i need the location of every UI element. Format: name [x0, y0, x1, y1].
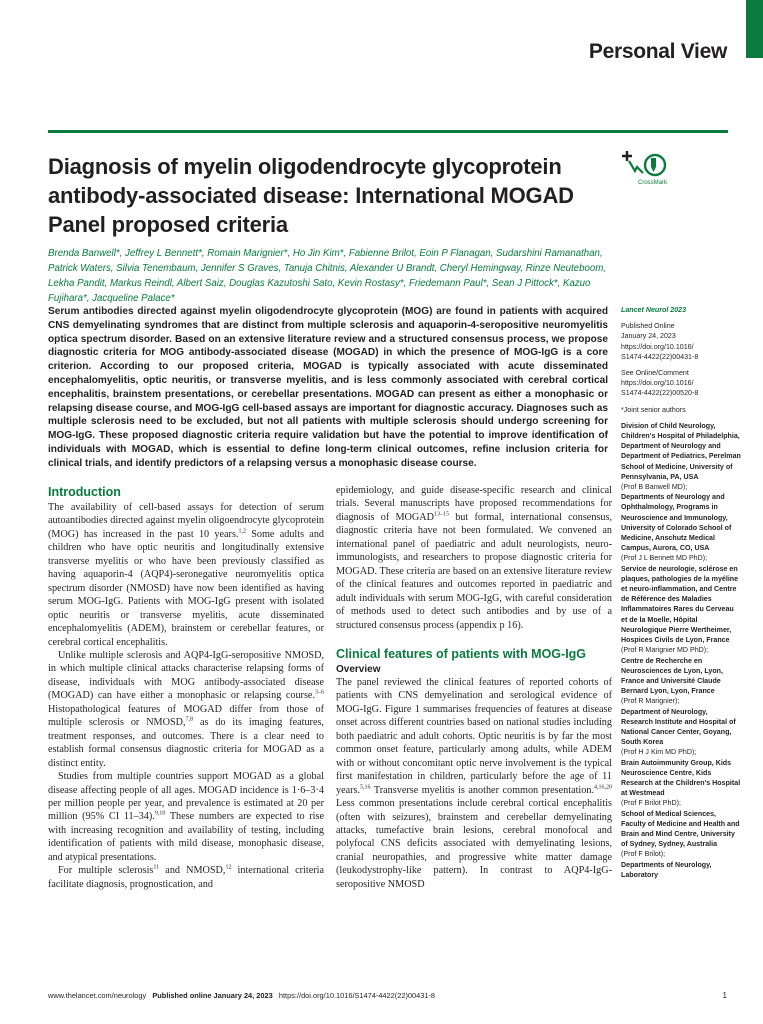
published-online-label: Published Online — [621, 322, 675, 331]
journal-website-link[interactable]: www.thelancet.com/neurology — [48, 991, 147, 1000]
abstract: Serum antibodies directed against myelin oligodendrocyte glycoprotein (MOG) are found in patients with acquired CNS demyelinating syndromes that are distinct from multiple sclerosis and aquaporin-4-seropositive neuromyelitis optica spectrum disorder. Based on an extensive literature review and a structured consensus process, we propose diagnostic criteria for MOG antibody-associated disease (MOGAD) in which the presence of MOG-IgG is a core criterion. According to our proposed criteria, MOGAD is typically associated with acute disseminated encephalomyelitis, optic neuritis, or transverse myelitis, and is less commonly associated with cerebral cortical encephalitis, brainstem presentations, or cerebellar presentations. MOGAD can present as either a monophasic or relapsing disease course, and MOG-IgG cell-based assays are important for diagnostic accuracy. Diagnoses such as multiple sclerosis need to be excluded, but not all patients with multiple sclerosis should undergo screening for MOG-IgG. These proposed diagnostic criteria require validation but have the potential to improve identification of individuals with MOGAD, which is essential to define long-term clinical outcomes, refine inclusion criteria for clinical trials, and identify predictors of a relapsing versus a monophasic disease course. — [48, 306, 608, 469]
comment-doi-link[interactable]: S1474-4422(22)00520-8 — [621, 389, 699, 398]
affiliation-entry: (Prof J L Bennett MD PhD); — [621, 554, 708, 563]
see-online-comment[interactable]: See Online/Comment — [621, 369, 689, 378]
section-heading-introduction: Introduction — [48, 485, 121, 499]
section-tab — [746, 0, 763, 58]
affiliation-entry: Centre de Recherche en Neurosciences de Lyon, Lyon, France and Université Claude Bernard Lyon, Lyon, France — [621, 656, 723, 696]
header-rule — [48, 130, 728, 133]
affiliation-entry: School of Medical Sciences, Faculty of Medicine and Health and Brain and Mind Centre, University of Sydney, Sydney, Australia — [621, 809, 740, 849]
body-paragraph: Studies from multiple countries support MOGAD as a global disease affecting people of all ages. MOGAD incidence is 1·6–3·4 per million people per year, and prevalence is estimated at 20 per million (95% CI 11–34).$^{9,10}$ These numbers are expected to rise with increasing recognition and availability of testing, including identification of patients with mild disease, monophasic disease, and atypical presentations. — [48, 771, 324, 863]
body-column-right — [336, 484, 612, 891]
crossmark-icon[interactable] — [617, 147, 677, 193]
footer-doi-link[interactable]: https://doi.org/10.1016/S1474-4422(22)00431-8 — [278, 991, 436, 1000]
affiliation-entry: Department of Neurology, Research Institute and Hospital of National Cancer Center, Goyang, South Korea — [621, 707, 736, 747]
affiliation-entry: Brain Autoimmunity Group, Kids Neuroscience Centre, Kids Research at the Children's Hospital at Westmead — [621, 758, 741, 798]
affiliation-entry: (Prof R Marignier MD PhD); — [621, 646, 709, 655]
published-date: January 24, 2023 — [621, 332, 676, 341]
affiliation-entry: Division of Child Neurology, Children's Hospital of Philadelphia, Department of Neurology and Department of Pediatrics, Perelman School of Medicine, University of Pennsylvania, PA, USA — [621, 421, 741, 481]
joint-author-note: *Joint senior authors — [621, 405, 686, 414]
subsection-heading-overview: Overview — [336, 663, 381, 675]
affiliation-entry: Departments of Neurology, Laboratory — [621, 860, 712, 879]
citation[interactable]: 7,8 — [185, 716, 194, 723]
journal-citation: Lancet Neurol 2023 — [621, 306, 687, 314]
section-heading-clinical-features: Clinical features of patients with MOG-IgG — [336, 646, 587, 661]
affiliation-list — [621, 421, 741, 880]
crossmark-label: CrossMark — [638, 180, 668, 186]
affiliation-entry: (Prof B Banwell MD); — [621, 483, 688, 492]
affiliation-entry: (Prof H J Kim MD PhD); — [621, 748, 697, 757]
citation[interactable]: 5,16 — [360, 784, 371, 791]
page-footer — [48, 991, 435, 1000]
footer-published: Published online January 24, 2023 — [152, 991, 273, 1000]
article-sidebar — [621, 305, 741, 880]
affiliation-entry: Service de neurologie, sclérose en plaques, pathologies de la myéline et neuro-inflammation, and Centre de Référence des Maladies Inflammatoires Rares du Cerveau et de la Moelle, Hôpital Neurologique Pierre Wertheimer, Hospices Civils de Lyon, France — [621, 564, 739, 645]
citation[interactable]: 11 — [153, 864, 160, 871]
section-type-label: Personal View — [588, 40, 727, 63]
body-paragraph: For multiple sclerosis$^{11}$ and NMOSD,$^{12}$ international criteria facilitate diagnosis, prognostication, and — [48, 864, 324, 890]
page-number: 1 — [722, 991, 727, 1000]
doi-link[interactable]: S1474-4422(22)00431-8 — [621, 352, 699, 361]
doi-link[interactable]: https://doi.org/10.1016/ — [621, 342, 694, 351]
affiliation-entry: (Prof F Brilot PhD); — [621, 799, 681, 808]
affiliation-entry: (Prof R Marignier); — [621, 697, 680, 706]
body-paragraph: Unlike multiple sclerosis and AQP4-IgG-seropositive NMOSD, in which multiple clinical attacks characterise relapsing forms of disease, individuals with MOG antibody-associated disease (MOGAD) can have either a monophasic or relapsing course.$^{3-6}$ Histopathological features of MOGAD differ from those of multiple sclerosis or NMOSD,$^{7,8}$ as do its imaging features, treatment responses, and outcomes. There is a clear need to establish formal consensus diagnostic criteria for MOGAD as a distinct entity. — [48, 649, 324, 769]
body-paragraph: The availability of cell-based assays for detection of serum autoantibodies directed against myelin oligoendrocyte glycoprotein (MOG) has increased in the past 10 years.$^{1,2}$ Some adults and children who have optic neuritis and longitudinally extensive transverse myelitis or who have been previously classified as having aquaporin-4 (AQP4)-seronegative neuromyelitis optica spectrum disorder (NMOSD) have now been identified as having serum MOG-IgG. Patients with MOG-IgG present with isolated optic neuritis or transverse myelitis, acute disseminated encephalomyelitis (ADEM), brainstem or cerebellar features, or cerebral cortical encephalitis. — [48, 502, 325, 648]
body-paragraph: epidemiology, and guide disease-specific research and clinical trials. Several manuscripts have proposed recommendations for diagnosis of MOGAD$^{13-15}$ but formal, international consensus, diagnostic criteria have not been formulated. We convened an international panel of paediatric and adult neurologists, neuroimmunologists, and researchers to propose diagnostic criteria for MOGAD. These criteria are based on an extensive literature review of the clinical features and outcomes reported in paediatric and adult individuals with serum MOG-IgG, with careful consideration of methods used to detect such antibodies and by use of a structured consensus process (appendix p 16). — [336, 485, 612, 631]
comment-doi-link[interactable]: https://doi.org/10.1016/ — [621, 379, 694, 388]
affiliation-entry: (Prof F Brilot); — [621, 850, 666, 859]
affiliation-entry: Departments of Neurology and Ophthalmology, Programs in Neuroscience and Immunology, University of Colorado School of Medicine, Anschutz Medical Campus, Aurora, CO, USA — [621, 493, 732, 553]
author-list: Brenda Banwell*, Jeffrey L Bennett*, Romain Marignier*, Ho Jin Kim*, Fabienne Brilot, Eoin P Flanagan, Sudarshini Ramanathan, Patrick Waters, Silvia Tenembaum, Jennifer S Graves, Tanuja Chitnis, Alexander U Brandt, Cheryl Hemingway, Rinze Neuteboom, Lekha Pandit, Markus Reindl, Albert Saiz, Douglas Kazutoshi Sato, Kevin Rostasy*, Friedemann Paul*, Sean J Pittock*, Kazuo Fujihara*, Jacqueline Palace* — [48, 248, 606, 304]
citation[interactable]: 9,10 — [154, 811, 166, 818]
body-paragraph: The panel reviewed the clinical features of reported cohorts of patients with CNS demyelination and serological evidence of MOG-IgG. Figure 1 summarises frequencies of features at disease onset across different countries based on national studies including both paediatric and adult cohorts. Optic neuritis is by far the most common onset feature, particularly among adults, while ADEM with or without concomitant optic nerve involvement is the typical first manifestation in children, particularly before the age of 11 years.$^{5,16}$ Transverse myelitis is another common presentation.$^{4,16,20}$ Less common presentations include cerebral cortical encephalitis (often with seizures), brainstem and cerebellar demyelinating attacks, tumefactive brain lesions, cerebral monofocal and polyfocal CNS deficits associated with demyelinating lesions, cranial neuropathies, and progressive white matter damage (leukodystrophy-like pattern). In contrast to AQP4-IgG-seropositive NMOSD — [336, 676, 612, 890]
citation[interactable]: 3–6 — [315, 689, 324, 696]
article-title: Diagnosis of myelin oligodendrocyte glycoprotein antibody-associated disease: International MOGAD Panel proposed criteria — [48, 154, 574, 237]
citation[interactable]: 4,16,20 — [594, 784, 612, 791]
citation[interactable]: 13–15 — [433, 511, 449, 518]
body-column-left — [48, 484, 324, 891]
citation[interactable]: 1,2 — [238, 528, 246, 535]
citation[interactable]: 12 — [225, 864, 232, 871]
